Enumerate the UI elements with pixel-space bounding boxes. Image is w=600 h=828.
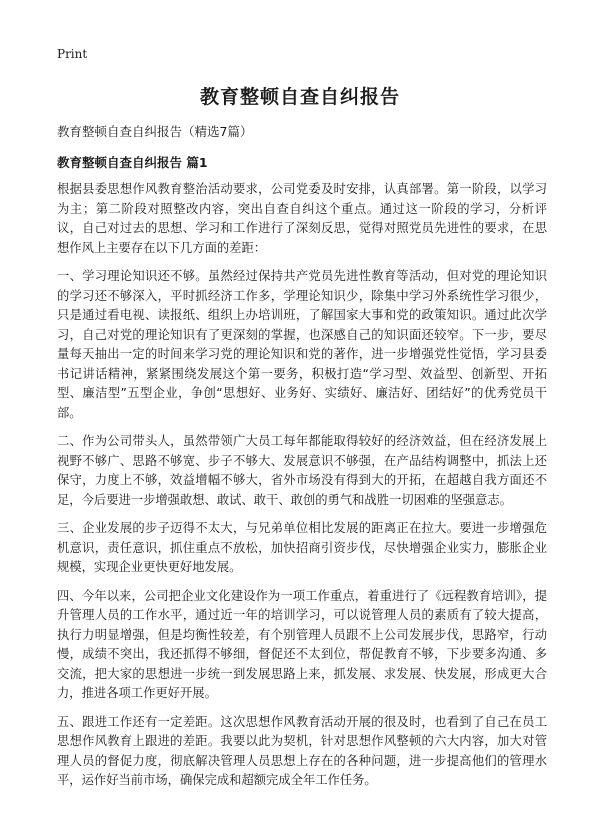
paragraph-2: 二、作为公司带头人，虽然带领广大员工每年都能取得较好的经济效益，但在经济发展上视野不够广、思路不够宽、步子不够大、发展意识不够强，在产品结构调整中，抓法上还保守，力度上不够，效益增幅不够大，省外市场没有得到大的开拓，在超越自我方面还不足，今后要进一步增强敢想、敢试、敢干、敢创的勇气和战胜一切困难的坚强意志。 <box>57 434 547 507</box>
paragraph-1: 一、学习理论知识还不够。虽然经过保持共产党员先进性教育等活动，但对党的理论知识的学习还不够深入，平时抓经济工作多，学理论知识少，除集中学习外系统性学习很少，只是通过看电视、读报纸、组织上办培训班，了解国家大事和党的政策知识。通过此次学习，自己对党的理论知识有了更深刻的掌握，也深感自己的知识面还较窄。下一步，要尽量每天抽出一定的时间来学习党的理论知识和党的著作，进一步增强党性觉悟，学习县委书记讲话精神，紧紧围绕发展这个第一要务，积极打造“学习型、效益型、创新型、开拓型、廉洁型”五型企业，争创“思想好、业务好、实绩好、廉洁好、团结好”的优秀党员干部。 <box>57 269 547 420</box>
paragraph-5: 五、跟进工作还有一定差距。这次思想作风教育活动开展的很及时，也看到了自己在员工思想作风教育上跟进的差距。我要以此为契机，针对思想作风整顿的六大内容，加大对管理人员的督促力度，彻底解决管理人员思想上存在的各种问题，进一步提高他们的管理水平，运作好当前市场，确保完成和超额完成全年工作任务。 <box>57 714 547 787</box>
section-heading: 教育整顿自查自纠报告 篇1 <box>57 155 208 170</box>
document-subtitle: 教育整顿自查自纠报告（精选7篇） <box>57 124 253 139</box>
document-body <box>57 180 547 800</box>
paragraph-3: 三、企业发展的步子迈得不太大，与兄弟单位相比发展的距离正在拉大。要进一步增强危机意识，责任意识，抓住重点不放松，加快招商引资步伐，尽快增强企业实力，膨胀企业规模，实现企业更快更好地发展。 <box>57 521 547 574</box>
document-title: 教育整顿自查自纠报告 <box>199 86 400 108</box>
paragraph-intro: 根据县委思想作风教育整治活动要求，公司党委及时安排，认真部署。第一阶段，以学习为主；第二阶段对照整改内容，突出自查自纠这个重点。通过这一阶段的学习，分析评议，自己对过去的思想、学习和工作进行了深刻反思，觉得对照党员先进性的要求，在思想作风上主要存在以下几方面的差距： <box>57 182 547 255</box>
paragraph-4: 四、今年以来，公司把企业文化建设作为一项工作重点，着重进行了《远程教育培训》，提升管理人员的工作水平，通过近一年的培训学习，可以说管理人员的素质有了较大提高，执行力明显增强，但是均衡性较差，有个别管理人员跟不上公司发展步伐，思路窄，行动慢，成绩不突出，我还抓得不够细，督促还不太到位，帮促教育不够，下步要多沟通、多交流，把大家的思想进一步统一到发展思路上来，抓发展、求发展、快发展，形成更大合力，推进各项工作更好开展。 <box>57 588 547 700</box>
print-link[interactable]: Print <box>57 47 88 61</box>
